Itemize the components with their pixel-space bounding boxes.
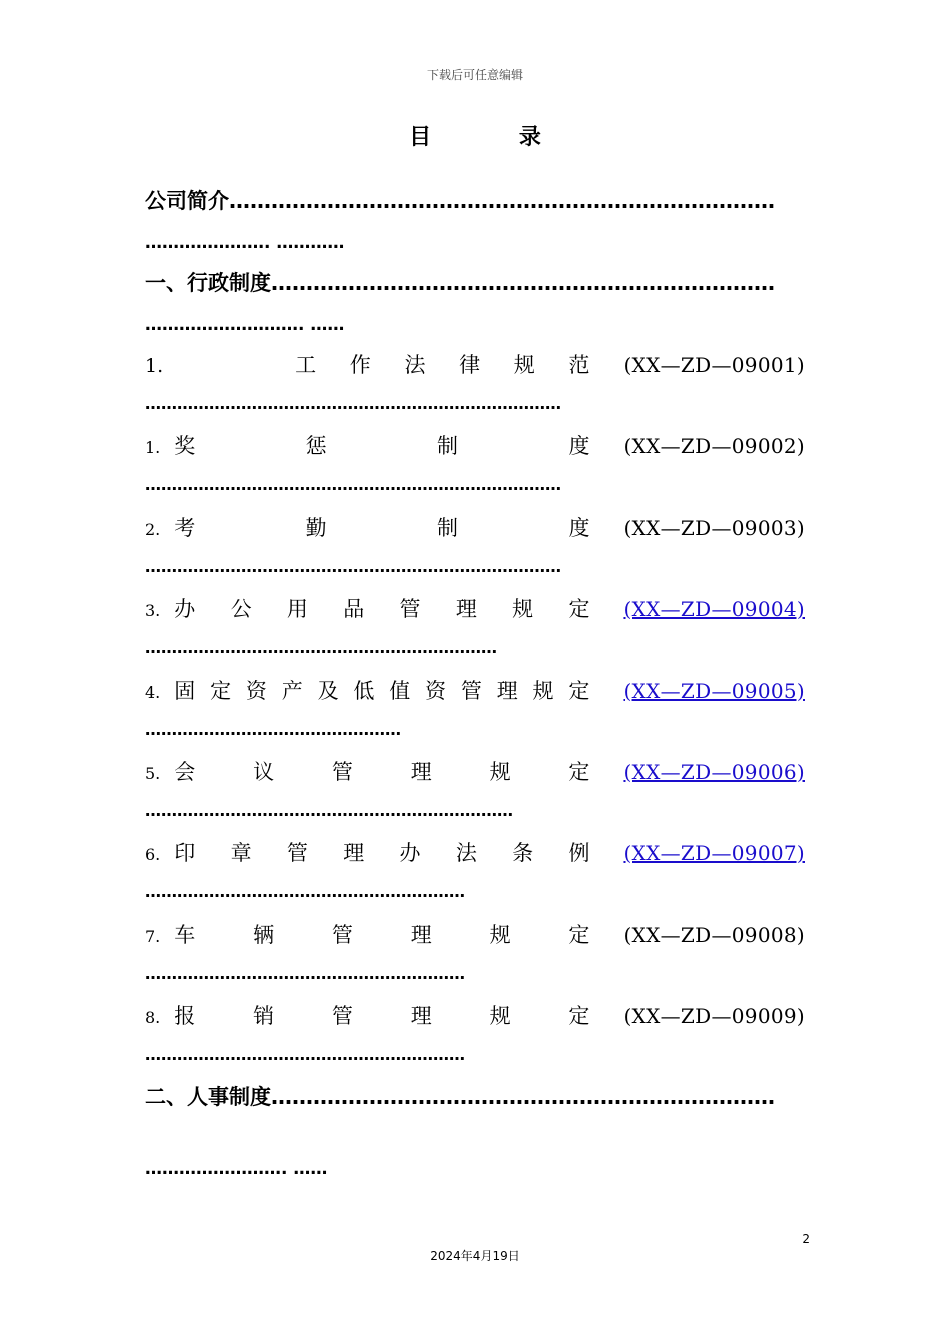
toc-item-title-char: 议 xyxy=(253,760,275,784)
toc-item-title-char: 制 xyxy=(437,515,459,540)
toc-item-title-char: 管 xyxy=(331,1004,353,1029)
toc-item-title-char: 品 xyxy=(343,597,365,622)
toc-title: 目 录 xyxy=(409,125,581,150)
toc-item-title-char: 公 xyxy=(230,597,252,622)
toc-item-number: 7. xyxy=(145,926,161,946)
toc-item-title-char: 固 xyxy=(174,678,196,703)
toc-item-title-char: 报 xyxy=(174,1004,196,1029)
toc-item-title-char: 例 xyxy=(568,841,590,866)
toc-item-title-char: 理 xyxy=(455,597,477,622)
toc-item-title-char: 制 xyxy=(437,434,459,459)
toc-item-number: 1. xyxy=(145,355,164,377)
toc-item-title-char: 定 xyxy=(568,760,590,784)
toc-item-title xyxy=(174,757,589,787)
toc-item-title-char: 及 xyxy=(317,678,339,703)
toc-item-title-char: 辆 xyxy=(253,922,275,947)
toc-item-dots: …………………………………………………………………… xyxy=(145,556,561,576)
toc-item-title-char: 勤 xyxy=(305,515,327,540)
page-footer-date: 2024年4月19日 xyxy=(430,1249,520,1263)
toc-item-title-char: 理 xyxy=(343,841,365,866)
toc-item-code: (XX—ZD—09001) xyxy=(623,353,805,377)
toc-item-code: (XX—ZD—09009) xyxy=(623,1004,805,1029)
toc-item-title-char: 度 xyxy=(568,434,590,459)
toc-item-title-char: 规 xyxy=(513,353,535,377)
toc-item-title-char: 考 xyxy=(174,515,196,540)
toc-item-title-char: 规 xyxy=(489,760,511,784)
toc-item-code: (XX—ZD—09003) xyxy=(623,515,805,540)
toc-section-admin[interactable]: 一、行政制度……………………………………………………………… xyxy=(145,271,775,295)
toc-item-title xyxy=(295,350,589,380)
toc-item-number: 5. xyxy=(145,764,161,783)
toc-item-title-char: 管 xyxy=(331,760,353,784)
toc-item-title xyxy=(174,1001,589,1031)
toc-item-code-link[interactable]: (XX—ZD—09004) xyxy=(623,597,805,622)
toc-item[interactable] xyxy=(145,838,805,868)
toc-section-hr-dots: ……………………. …… xyxy=(145,1159,328,1179)
toc-item-dots: ………………………………………… xyxy=(145,719,401,739)
page-header: 下载后可任意编辑 xyxy=(426,68,523,82)
toc-item-title-char: 范 xyxy=(568,353,590,377)
toc-item-title-char: 法 xyxy=(404,353,426,377)
toc-item-dots: …………………………………………………………………… xyxy=(145,475,561,495)
toc-item-dots: …………………………………………………………… xyxy=(145,801,513,820)
toc-item-title-char: 章 xyxy=(230,841,252,866)
toc-item-title-char: 作 xyxy=(349,353,371,377)
toc-item-title-char: 理 xyxy=(410,760,432,784)
toc-item-dots: …………………………………………………… xyxy=(145,882,465,902)
toc-item-title-char: 会 xyxy=(174,760,196,784)
toc-item-title xyxy=(174,431,589,461)
toc-item-title-char: 规 xyxy=(512,597,534,622)
toc-item-title-char: 理 xyxy=(410,1004,432,1029)
toc-item[interactable] xyxy=(145,513,805,543)
toc-item-title-char: 工 xyxy=(295,353,317,377)
toc-item-title-char: 规 xyxy=(532,678,554,703)
toc-item-title-char: 定 xyxy=(210,678,232,703)
toc-item-title-char: 定 xyxy=(568,1004,590,1029)
toc-item[interactable] xyxy=(145,920,805,950)
toc-item-dots: …………………………………………………… xyxy=(145,963,465,983)
toc-item-number: 8. xyxy=(145,1008,161,1028)
toc-item-title-char: 办 xyxy=(399,841,421,866)
toc-item-title-char: 奖 xyxy=(174,434,196,459)
toc-item-title-char: 用 xyxy=(286,597,308,622)
toc-item-title xyxy=(174,594,589,624)
toc-item-number: 1. xyxy=(145,438,161,458)
toc-item-title-char: 理 xyxy=(410,922,432,947)
toc-item-title-char: 规 xyxy=(489,1004,511,1029)
toc-item-title-char: 资 xyxy=(425,678,447,703)
toc-item-code: (XX—ZD—09002) xyxy=(623,434,805,459)
toc-item[interactable] xyxy=(145,676,805,706)
toc-section-hr[interactable]: 二、人事制度……………………………………………………………… xyxy=(145,1085,775,1109)
toc-item[interactable] xyxy=(145,1001,805,1031)
toc-item-title-char: 办 xyxy=(174,597,196,622)
toc-item-title-char: 度 xyxy=(568,515,590,540)
toc-item-title-char: 管 xyxy=(460,678,482,703)
toc-item-title-char: 管 xyxy=(286,841,308,866)
toc-item-title-char: 理 xyxy=(496,678,518,703)
toc-item-title xyxy=(174,676,589,706)
toc-item-title xyxy=(174,838,589,868)
toc-section-company-intro[interactable]: 公司简介…………………………………………………………………… xyxy=(145,189,775,213)
toc-item-title-char: 定 xyxy=(568,678,590,703)
toc-item-title-char: 值 xyxy=(389,678,411,703)
toc-item-number: 6. xyxy=(145,845,161,865)
toc-item-title-char: 法 xyxy=(455,841,477,866)
toc-section-admin-dots: ………………………. …… xyxy=(145,315,345,335)
toc-section-company-intro-dots: …………………. ………… xyxy=(145,233,345,253)
toc-item-number: 4. xyxy=(145,682,161,702)
toc-item-title-char: 规 xyxy=(489,922,511,947)
toc-item-title-char: 管 xyxy=(331,922,353,947)
toc-item-title-char: 惩 xyxy=(305,434,327,459)
toc-item-code: (XX—ZD—09008) xyxy=(623,922,805,947)
toc-item-title-char: 律 xyxy=(459,353,481,377)
toc-item-title-char: 管 xyxy=(399,597,421,622)
toc-item-dots: …………………………………………………………………… xyxy=(145,394,561,413)
toc-item-title xyxy=(174,920,589,950)
toc-item-title-char: 低 xyxy=(353,678,375,703)
toc-item[interactable] xyxy=(145,431,805,461)
toc-item-dots: ………………………………………………………… xyxy=(145,638,497,658)
toc-item-title-char: 车 xyxy=(174,922,196,947)
toc-item-title xyxy=(174,513,589,543)
toc-item-code-link[interactable]: (XX—ZD—09006) xyxy=(623,760,805,784)
toc-item[interactable] xyxy=(145,757,805,787)
toc-item-title-char: 定 xyxy=(568,922,590,947)
toc-item-title-char: 产 xyxy=(281,678,303,703)
toc-item-code-link[interactable]: (XX—ZD—09007) xyxy=(623,841,805,866)
toc-item-title-char: 定 xyxy=(568,597,590,622)
toc-item-title-char: 印 xyxy=(174,841,196,866)
toc-item-number: 2. xyxy=(145,519,161,539)
toc-item-code-link[interactable]: (XX—ZD—09005) xyxy=(623,678,805,703)
toc-item-dots: …………………………………………………… xyxy=(145,1045,465,1065)
toc-item-title-char: 销 xyxy=(253,1004,275,1029)
toc-item[interactable] xyxy=(145,350,805,380)
toc-item-number: 3. xyxy=(145,601,161,621)
page-number: 2 xyxy=(802,1232,810,1246)
toc-item[interactable] xyxy=(145,594,805,624)
toc-item-title-char: 资 xyxy=(245,678,267,703)
toc-item-title-char: 条 xyxy=(512,841,534,866)
